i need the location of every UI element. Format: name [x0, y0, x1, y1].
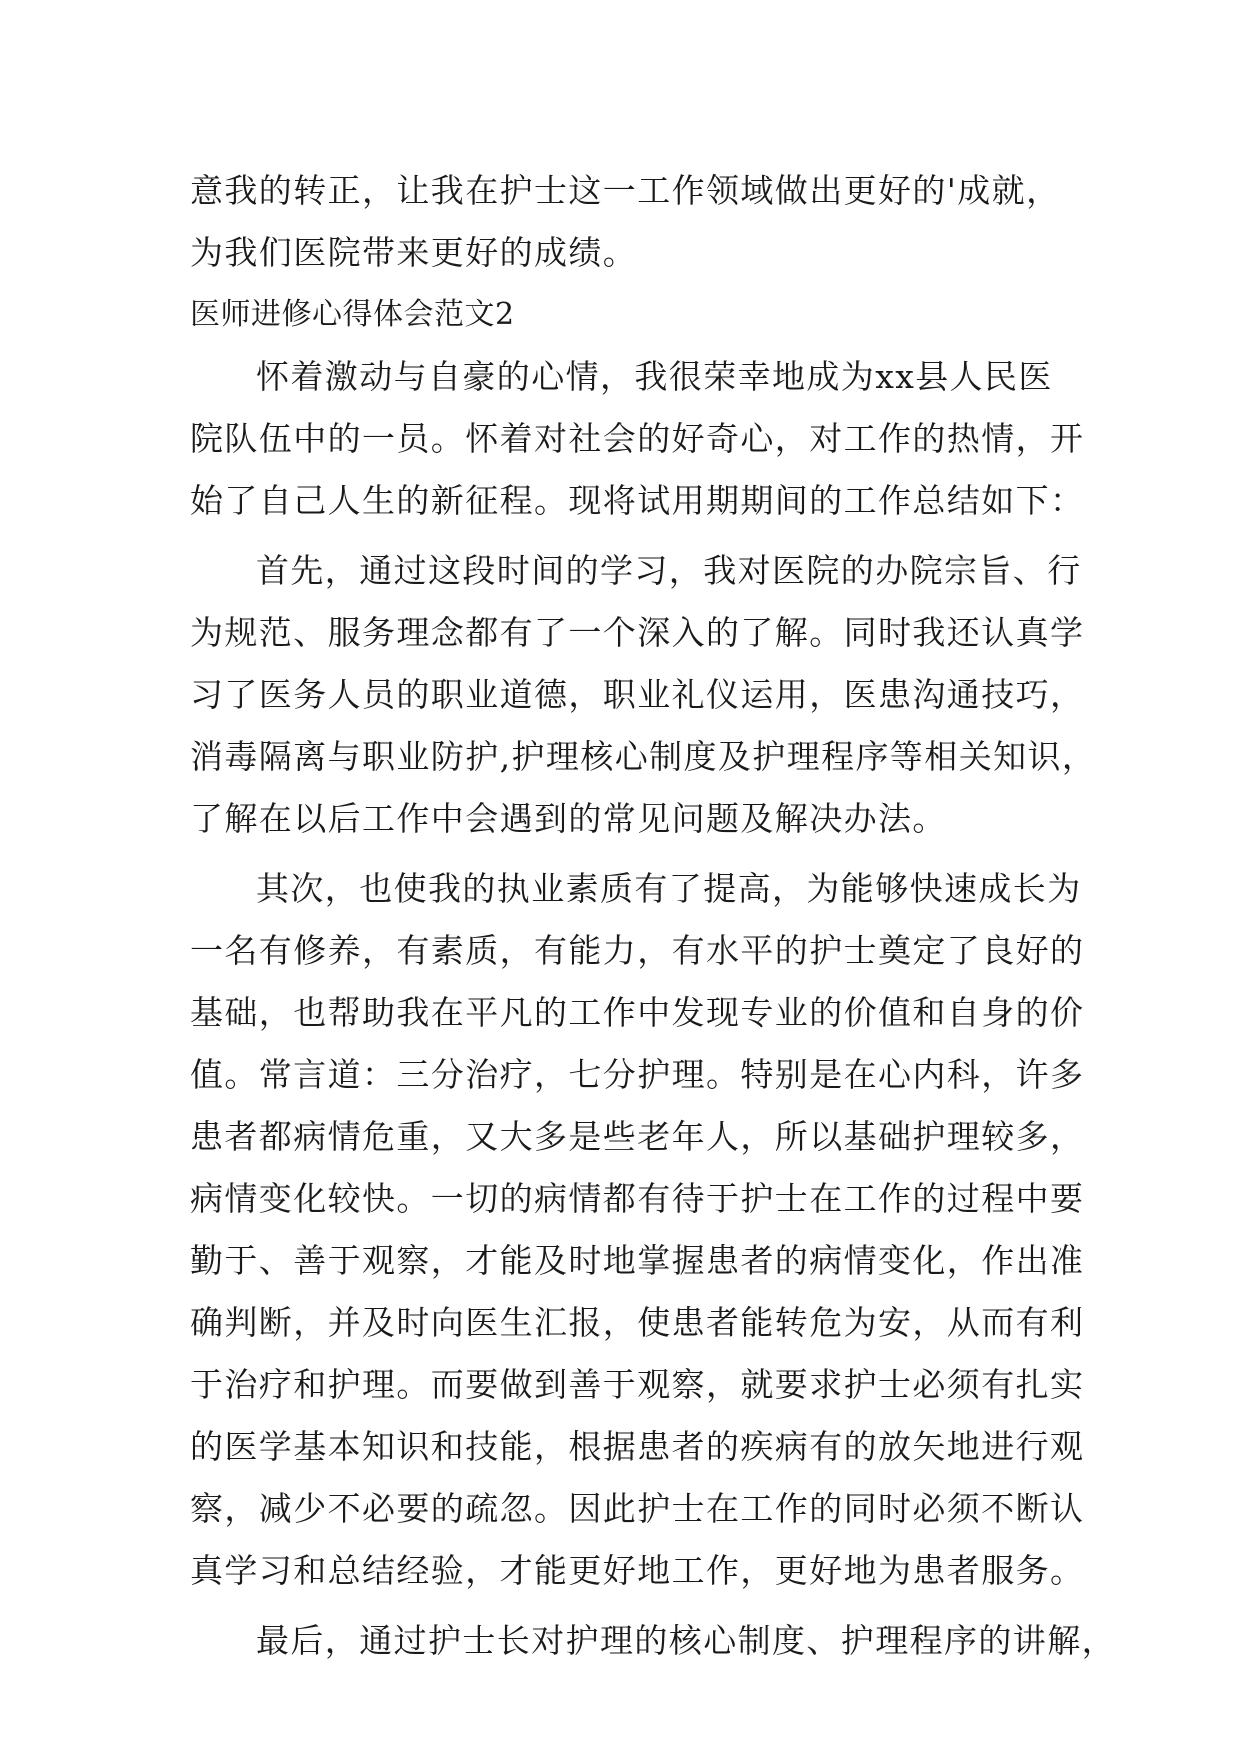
paragraph [190, 540, 1097, 850]
text-line: 首先，通过这段时间的学习，我对医院的办院宗旨、行 [256, 551, 1082, 590]
text-line: 勤于、善于观察，才能及时地掌握患者的病情变化，作出准 [190, 1241, 1085, 1280]
text-line: 为规范、服务理念都有了一个深入的了解。同时我还认真学 [190, 613, 1085, 652]
intro-paragraph [190, 160, 1070, 284]
text-line: 消毒隔离与职业防护,护理核心制度及护理程序等相关知识， [190, 737, 1097, 776]
text-line: 怀着激动与自豪的心情，我很荣幸地成为xx县人民医 [256, 357, 1053, 396]
document-body [190, 160, 1116, 1680]
text-line: 察，减少不必要的疏忽。因此护士在工作的同时必须不断认 [190, 1489, 1085, 1528]
text-line: 患者都病情危重，又大多是些老年人，所以基础护理较多， [190, 1117, 1085, 1156]
text-line: 于治疗和护理。而要做到善于观察，就要求护士必须有扎实 [190, 1365, 1085, 1404]
text-line: 一名有修养，有素质，有能力，有水平的护士奠定了良好的 [190, 931, 1085, 970]
section-heading: 医师进修心得体会范文2 [190, 297, 515, 332]
text-line: 病情变化较快。一切的病情都有待于护士在工作的过程中要 [190, 1179, 1085, 1218]
text-line: 意我的转正，让我在护士这一工作领域做出更好的'成就， [190, 171, 1061, 210]
text-line: 始了自己人生的新征程。现将试用期期间的工作总结如下： [190, 481, 1085, 520]
paragraph [190, 1610, 1116, 1672]
text-line: 确判断，并及时向医生汇报，使患者能转危为安，从而有利 [190, 1303, 1085, 1342]
text-line: 院队伍中的一员。怀着对社会的好奇心，对工作的热情，开 [190, 419, 1085, 458]
text-line: 其次，也使我的执业素质有了提高，为能够快速成长为 [256, 869, 1082, 908]
text-line: 为我们医院带来更好的成绩。 [190, 233, 638, 272]
text-line: 真学习和总结经验，才能更好地工作，更好地为患者服务。 [190, 1551, 1085, 1590]
text-line: 基础，也帮助我在平凡的工作中发现专业的价值和自身的价 [190, 993, 1085, 1032]
text-line: 习了医务人员的职业道德，职业礼仪运用，医患沟通技巧， [190, 675, 1085, 714]
paragraph [190, 858, 1085, 1602]
text-line: 的医学基本知识和技能，根据患者的疾病有的放矢地进行观 [190, 1427, 1085, 1466]
text-line: 值。常言道：三分治疗，七分护理。特别是在心内科，许多 [190, 1055, 1085, 1094]
text-line: 了解在以后工作中会遇到的常见问题及解决办法。 [190, 799, 947, 838]
paragraph [190, 346, 1085, 532]
text-line: 最后，通过护士长对护理的核心制度、护理程序的讲解， [256, 1621, 1116, 1660]
